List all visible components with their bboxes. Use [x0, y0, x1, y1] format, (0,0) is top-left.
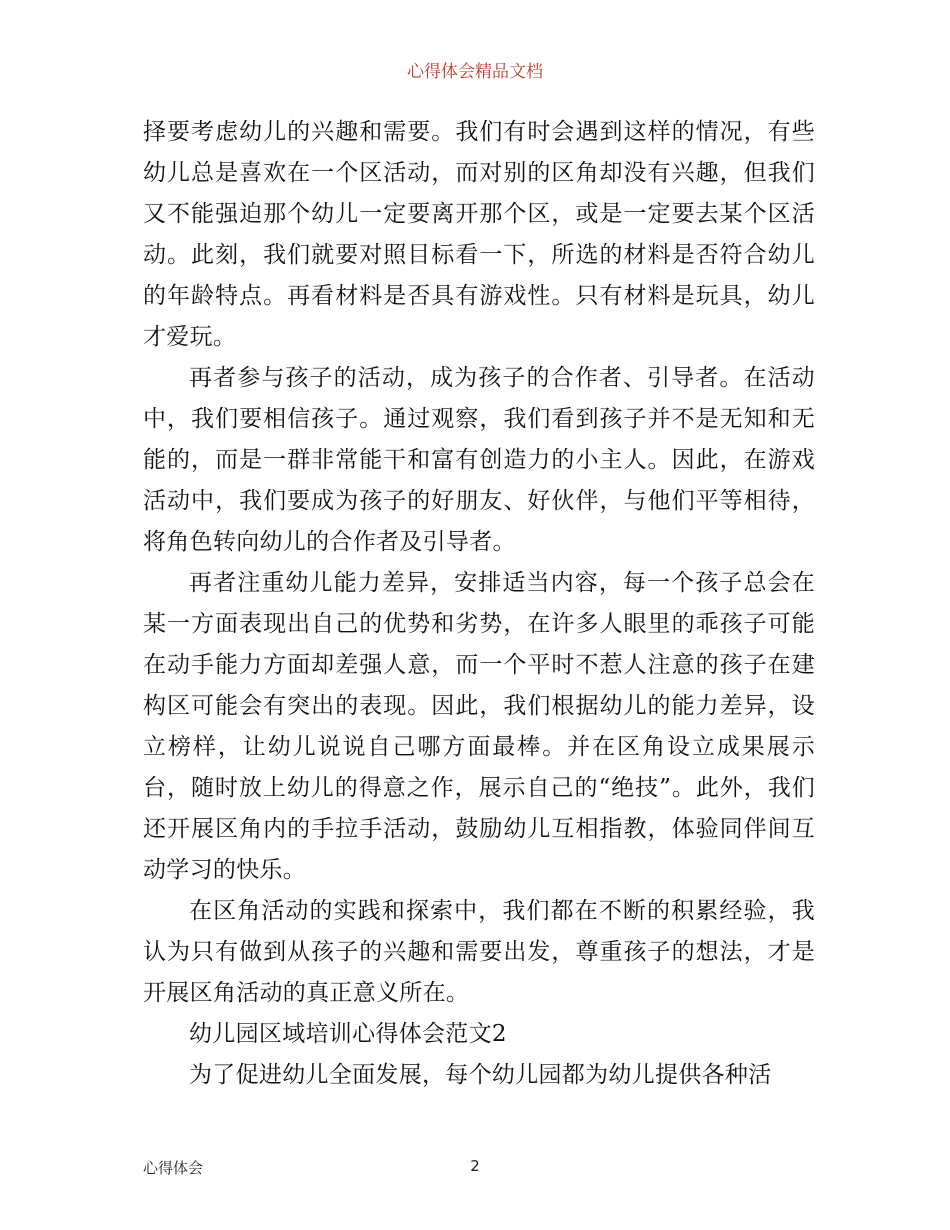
paragraph-conclusion: 在区角活动的实践和探索中，我们都在不断的积累经验，我认为只有做到从孩子的兴趣和需要出发，尊重孩子的想法，才是开展区角活动的真正意义所在。 [143, 898, 815, 1006]
page-number: 2 [470, 1157, 480, 1175]
paragraph-continuation: 择要考虑幼儿的兴趣和需要。我们有时会遇到这样的情况，有些幼儿总是喜欢在一个区活动，而对别的区角却没有兴趣，但我们又不能强迫那个幼儿一定要离开那个区，或是一定要去某个区活动。此刻，我们就要对照目标看一下，所选的材料是否符合幼儿的年龄特点。再看材料是否具有游戏性。只有材料是玩具，幼儿才爱玩。 [143, 119, 815, 350]
paragraph-next-section: 为了促进幼儿全面发展，每个幼儿园都为幼儿提供各种活 [189, 1062, 772, 1088]
section-heading: 幼儿园区域培训心得体会范文2 [189, 1021, 507, 1047]
paragraph-participation: 再者参与孩子的活动，成为孩子的合作者、引导者。在活动中，我们要相信孩子。通过观察，我们看到孩子并不是无知和无能的，而是一群非常能干和富有创造力的小主人。因此，在游戏活动中，我们要成为孩子的好朋友、好伙伴，与他们平等相待，将角色转向幼儿的合作者及引导者。 [143, 365, 815, 555]
paragraph-ability-differences: 再者注重幼儿能力差异，安排适当内容，每一个孩子总会在某一方面表现出自己的优势和劣势，在许多人眼里的乖孩子可能在动手能力方面却差强人意，而一个平时不惹人注意的孩子在建构区可能会有突出的表现。因此，我们根据幼儿的能力差异，设立榜样，让幼儿说说自己哪方面最棒。并在区角设立成果展示台，随时放上幼儿的得意之作，展示自己的“绝技”。此外，我们还开展区角内的手拉手活动，鼓励幼儿互相指教，体验同伴间互动学习的快乐。 [143, 570, 815, 883]
footer-label: 心得体会 [143, 1159, 204, 1177]
document-body [143, 112, 815, 1096]
page-header-title: 心得体会精品文档 [407, 62, 543, 82]
